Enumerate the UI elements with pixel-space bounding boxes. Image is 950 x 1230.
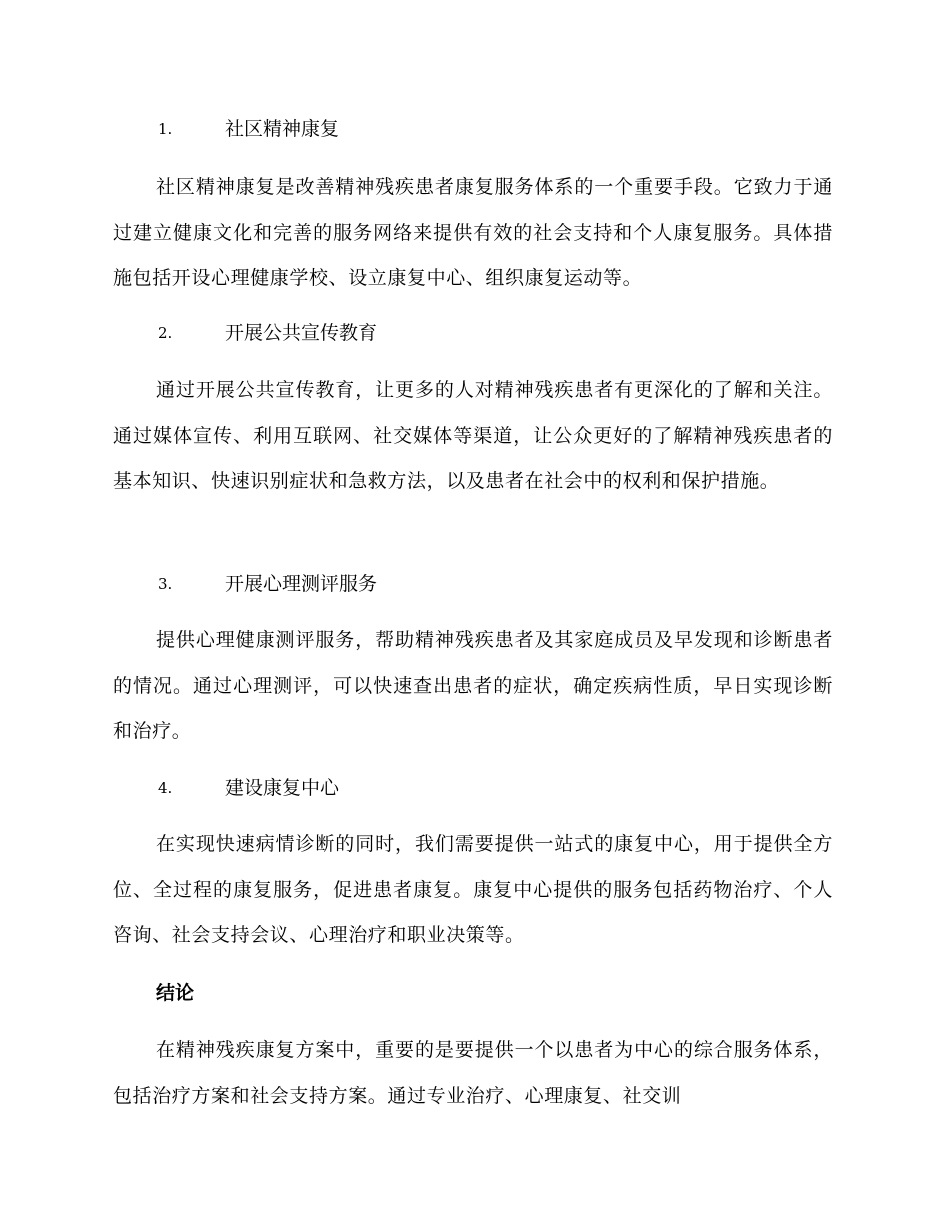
section-3-title: 开展心理测评服务 bbox=[225, 573, 378, 595]
section-2-number: 2. bbox=[158, 324, 173, 342]
section-4-heading bbox=[0, 773, 950, 803]
section-4-number: 4. bbox=[158, 779, 173, 797]
section-1-number: 1. bbox=[158, 120, 173, 138]
section-2-body: 通过开展公共宣传教育，让更多的人对精神残疾患者有更深化的了解和关注。通过媒体宣传、利用互联网、社交媒体等渠道，让公众更好的了解精神残疾患者的基本知识、快速识别症状和急救方法，以及患者在社会中的权利和保护措施。 bbox=[113, 379, 833, 492]
section-3-number: 3. bbox=[158, 575, 173, 593]
section-4-body: 在实现快速病情诊断的同时，我们需要提供一站式的康复中心，用于提供全方位、全过程的康复服务，促进患者康复。康复中心提供的服务包括药物治疗、个人咨询、社会支持会议、心理治疗和职业决策等。 bbox=[113, 833, 833, 946]
section-2-title: 开展公共宣传教育 bbox=[225, 322, 378, 344]
section-3-body: 提供心理健康测评服务，帮助精神残疾患者及其家庭成员及早发现和诊断患者的情况。通过心理测评，可以快速查出患者的症状，确定疾病性质，早日实现诊断和治疗。 bbox=[113, 629, 833, 742]
conclusion-body: 在精神残疾康复方案中，重要的是要提供一个以患者为中心的综合服务体系，包括治疗方案和社会支持方案。通过专业治疗、心理康复、社交训 bbox=[113, 1039, 833, 1107]
conclusion-heading: 结论 bbox=[156, 982, 195, 1004]
section-4-title: 建设康复中心 bbox=[225, 777, 340, 799]
section-1-body: 社区精神康复是改善精神残疾患者康复服务体系的一个重要手段。它致力于通过建立健康文化和完善的服务网络来提供有效的社会支持和个人康复服务。具体措施包括开设心理健康学校、设立康复中心、组织康复运动等。 bbox=[113, 176, 833, 289]
section-1-title: 社区精神康复 bbox=[225, 118, 340, 140]
section-2-heading bbox=[0, 318, 950, 348]
section-1-heading bbox=[0, 114, 950, 144]
section-3-heading bbox=[0, 569, 950, 599]
